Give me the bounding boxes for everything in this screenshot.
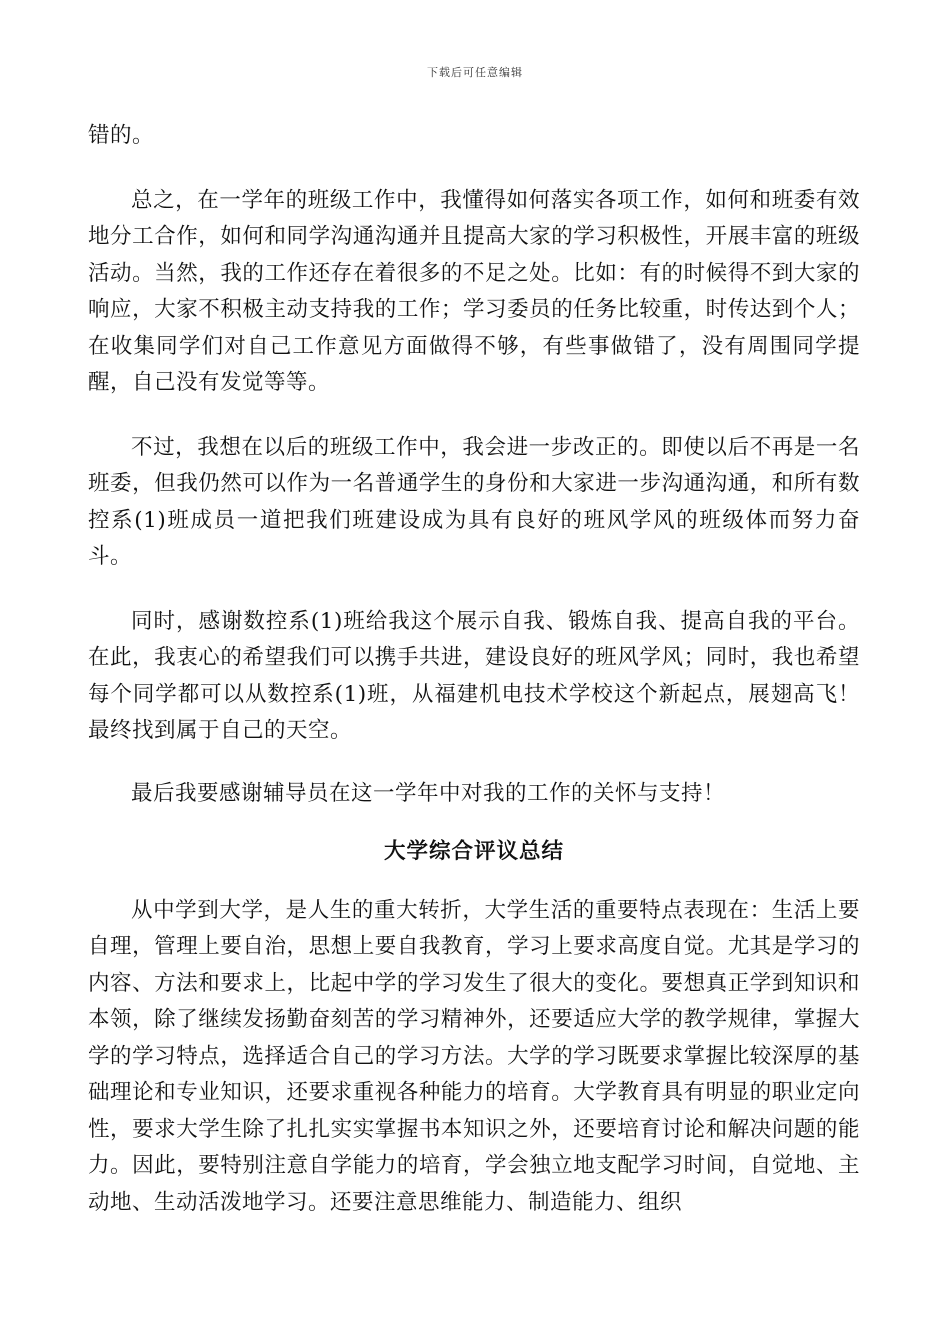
paragraph-improvement: 不过，我想在以后的班级工作中，我会进一步改正的。即使以后不再是一名班委，但我仍然可以作为一名普通学生的身份和大家进一步沟通沟通，和所有数控系(1)班成员一道把我们班建设成为具有良好的班风学风的班级体而努力奋斗。 xyxy=(88,434,860,569)
section-title: 大学综合评议总结 xyxy=(383,839,564,864)
paragraph-summary: 总之，在一学年的班级工作中，我懂得如何落实各项工作，如何和班委有效地分工合作，如何和同学沟通沟通并且提高大家的学习积极性，开展丰富的班级活动。当然，我的工作还存在着很多的不足之处。比如：有的时候得不到大家的响应，大家不积极主动支持我的工作；学习委员的任务比较重，时传达到个人；在收集同学们对自己工作意见方面做得不够，有些事做错了，没有周围同学提醒，自己没有发觉等等。 xyxy=(88,187,860,395)
paragraph-thanks-counselor: 最后我要感谢辅导员在这一学年中对我的工作的关怀与支持！ xyxy=(131,780,726,806)
document-body xyxy=(88,118,860,1221)
paragraph-thanks-class: 同时，感谢数控系(1)班给我这个展示自我、锻炼自我、提高自我的平台。在此，我衷心的希望我们可以携手共进，建设良好的班风学风；同时，我也希望每个同学都可以从数控系(1)班，从福建机电技术学校这个新起点，展翅高飞！最终找到属于自己的天空。 xyxy=(88,608,860,743)
page-header: 下载后可任意编辑 xyxy=(427,66,523,79)
section-body: 从中学到大学，是人生的重大转折，大学生活的重要特点表现在：生活上要自理，管理上要自治，思想上要自我教育，学习上要求高度自觉。尤其是学习的内容、方法和要求上，比起中学的学习发生了很大的变化。要想真正学到知识和本领，除了继续发扬勤奋刻苦的学习精神外，还要适应大学的教学规律，掌握大学的学习特点，选择适合自己的学习方法。大学的学习既要求掌握比较深厚的基础理论和专业知识，还要求重视各种能力的培育。大学教育具有明显的职业定向性，要求大学生除了扎扎实实掌握书本知识之外，还要培育讨论和解决问题的能力。因此，要特别注意自学能力的培育，学会独立地支配学习时间，自觉地、主动地、生动活泼地学习。还要注意思维能力、制造能力、组织 xyxy=(88,897,860,1215)
paragraph-continuation: 错的。 xyxy=(88,123,155,148)
